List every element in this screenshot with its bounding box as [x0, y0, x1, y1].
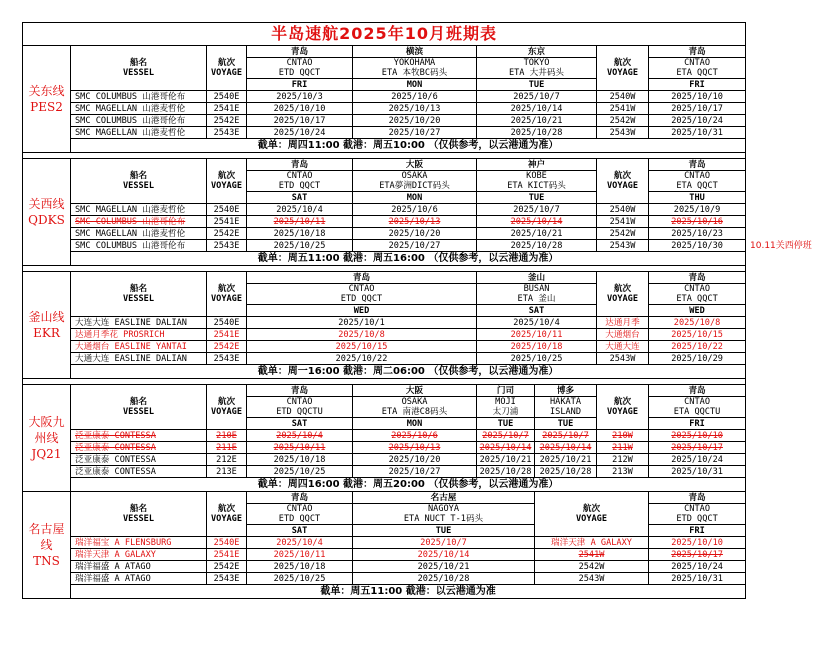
port-code: CNTAO ETD QQCT: [247, 504, 353, 525]
port-code: CNTAO ETA QQCT: [649, 284, 746, 305]
date: 2025/10/28: [353, 573, 535, 585]
date: 2025/10/9: [649, 204, 746, 216]
date: 2025/10/18: [247, 228, 353, 240]
page-title: 半岛速航2025年10月班期表: [23, 23, 746, 46]
return-voyage: 2542W: [597, 115, 649, 127]
vessel-name: 瑞洋福宝 A FLENSBURG: [71, 537, 207, 549]
suspension-note: 10.11关西停班: [750, 241, 812, 251]
return-voyage: 211W: [597, 442, 649, 454]
port-code: CNTAO ETA QQCTU: [649, 397, 746, 418]
port-day: SAT: [247, 418, 353, 430]
port-city: 青岛: [649, 272, 746, 284]
date: 2025/10/25: [247, 466, 353, 478]
port-city: 釜山: [477, 272, 597, 284]
table-row: [23, 317, 746, 329]
voyage: 2543E: [207, 127, 247, 139]
date: 2025/10/10: [247, 103, 353, 115]
vessel-header: 船名 VESSEL: [71, 159, 207, 204]
date: 2025/10/21: [477, 115, 597, 127]
port-day: WED: [247, 305, 477, 317]
vessel-name: SMC MAGELLAN 山港麦哲伦: [71, 228, 207, 240]
date: 2025/10/13: [353, 216, 477, 228]
date: 2025/10/14: [353, 549, 535, 561]
voyage: 2540E: [207, 204, 247, 216]
return-voyage: 瑞洋天津 A GALAXY: [535, 537, 649, 549]
date: 2025/10/20: [353, 228, 477, 240]
date: 2025/10/24: [649, 454, 746, 466]
date: 2025/10/17: [247, 115, 353, 127]
port-code: CNTAO ETA QQCT: [649, 58, 746, 79]
table-row: [23, 329, 746, 341]
port-city: 名古屋: [353, 492, 535, 504]
date: 2025/10/6: [353, 204, 477, 216]
voyage: 213E: [207, 466, 247, 478]
date: 2025/10/24: [649, 115, 746, 127]
table-row: [23, 91, 746, 103]
lane-label: 关东线 PES2: [23, 46, 71, 153]
table-row: [23, 204, 746, 216]
table-row: [23, 466, 746, 478]
vessel-name: 瑞洋天津 A GALAXY: [71, 549, 207, 561]
port-city: 大阪: [353, 385, 477, 397]
date: 2025/10/18: [247, 454, 353, 466]
date: 2025/10/14: [477, 216, 597, 228]
port-code: NAGOYA ETA NUCT T-1码头: [353, 504, 535, 525]
return-voyage: 2541W: [597, 103, 649, 115]
vessel-header: 船名 VESSEL: [71, 492, 207, 537]
vessel-name: 达通月季花 PROSRICH: [71, 329, 207, 341]
date: 2025/10/11: [247, 216, 353, 228]
table-row-cancelled: [23, 442, 746, 454]
voyage-header: 航次 VOYAGE: [207, 272, 247, 317]
lane-label: 名古屋线 TNS: [23, 492, 71, 599]
port-day: SAT: [247, 525, 353, 537]
date: 2025/10/29: [649, 353, 746, 365]
return-voyage: 2543W: [597, 240, 649, 252]
date: 2025/10/4: [247, 537, 353, 549]
return-voyage: 210W: [597, 430, 649, 442]
voyage-header: 航次 VOYAGE: [597, 385, 649, 430]
port-day: WED: [649, 305, 746, 317]
voyage: 2541E: [207, 549, 247, 561]
date: 2025/10/4: [477, 317, 597, 329]
port-day: MON: [353, 79, 477, 91]
port-day: TUE: [477, 79, 597, 91]
port-code: BUSAN ETA 釜山: [477, 284, 597, 305]
cutoff-note: 截单：周五11:00 截港：周五16:00 （仅供参考，以云港通为准）: [71, 252, 746, 266]
vessel-name: 大通大连 EASLINE DALIAN: [71, 353, 207, 365]
date: 2025/10/10: [649, 91, 746, 103]
port-city: 神户: [477, 159, 597, 171]
date: 2025/10/28: [535, 466, 597, 478]
return-voyage: 2540W: [597, 204, 649, 216]
table-row: [23, 127, 746, 139]
port-city: 青岛: [247, 159, 353, 171]
port-city: 门司: [477, 385, 535, 397]
date: 2025/10/22: [649, 341, 746, 353]
date: 2025/10/14: [535, 442, 597, 454]
voyage-header: 航次 VOYAGE: [597, 272, 649, 317]
date: 2025/10/27: [353, 466, 477, 478]
port-day: TUE: [477, 418, 535, 430]
voyage: 2540E: [207, 91, 247, 103]
date: 2025/10/30: [649, 240, 746, 252]
port-day: SAT: [247, 192, 353, 204]
port-code: CNTAO ETD QQCT: [247, 171, 353, 192]
return-voyage: 大通烟台: [597, 329, 649, 341]
date: 2025/10/10: [649, 430, 746, 442]
voyage: 2542E: [207, 341, 247, 353]
voyage: 2540E: [207, 317, 247, 329]
table-row: [23, 537, 746, 549]
port-day: FRI: [649, 525, 746, 537]
date: 2025/10/6: [353, 430, 477, 442]
date: 2025/10/18: [477, 341, 597, 353]
date: 2025/10/11: [477, 329, 597, 341]
port-city: 博多: [535, 385, 597, 397]
date: 2025/10/11: [247, 549, 353, 561]
date: 2025/10/13: [353, 442, 477, 454]
date: 2025/10/27: [353, 240, 477, 252]
port-day: THU: [649, 192, 746, 204]
table-row: [23, 561, 746, 573]
port-code: TOKYO ETA 大井码头: [477, 58, 597, 79]
table-row-cancelled: [23, 216, 746, 228]
vessel-header: 船名 VESSEL: [71, 272, 207, 317]
vessel-name: 泛亚康泰 CONTESSA: [71, 442, 207, 454]
return-voyage: 达通月季: [597, 317, 649, 329]
port-code: CNTAO ETD QQCT: [247, 58, 353, 79]
date: 2025/10/3: [247, 91, 353, 103]
port-city: 青岛: [649, 159, 746, 171]
return-voyage: 212W: [597, 454, 649, 466]
date: 2025/10/20: [353, 115, 477, 127]
voyage-header: 航次 VOYAGE: [207, 46, 247, 91]
port-day: TUE: [535, 418, 597, 430]
return-voyage: 2541W: [597, 216, 649, 228]
table-row: [23, 115, 746, 127]
date: 2025/10/25: [477, 353, 597, 365]
date: 2025/10/15: [247, 341, 477, 353]
table-row: [23, 353, 746, 365]
vessel-name: 大通烟台 EASLINE YANTAI: [71, 341, 207, 353]
vessel-name: SMC COLUMBUS 山港哥伦布: [71, 115, 207, 127]
date: 2025/10/4: [247, 204, 353, 216]
date: 2025/10/11: [247, 442, 353, 454]
date: 2025/10/31: [649, 466, 746, 478]
date: 2025/10/23: [649, 228, 746, 240]
voyage: 211E: [207, 442, 247, 454]
voyage: 2542E: [207, 561, 247, 573]
date: 2025/10/28: [477, 240, 597, 252]
table-row-cancelled: [23, 430, 746, 442]
voyage: 2543E: [207, 573, 247, 585]
date: 2025/10/17: [649, 442, 746, 454]
date: 2025/10/24: [649, 561, 746, 573]
port-code: OSAKA ETA夢洲DICT码头: [353, 171, 477, 192]
port-code: MOJI 太刀浦: [477, 397, 535, 418]
voyage: 2540E: [207, 537, 247, 549]
date: 2025/10/15: [649, 329, 746, 341]
date: 2025/10/20: [353, 454, 477, 466]
date: 2025/10/17: [649, 103, 746, 115]
voyage: 2542E: [207, 228, 247, 240]
port-code: KOBE ETA KICT码头: [477, 171, 597, 192]
date: 2025/10/7: [353, 537, 535, 549]
date: 2025/10/8: [247, 329, 477, 341]
table-row: [23, 103, 746, 115]
date: 2025/10/21: [477, 228, 597, 240]
vessel-header: 船名 VESSEL: [71, 46, 207, 91]
date: 2025/10/24: [247, 127, 353, 139]
port-code: YOKOHAMA ETA 本牧BC码头: [353, 58, 477, 79]
vessel-name: SMC MAGELLAN 山港麦哲伦: [71, 127, 207, 139]
port-code: CNTAO ETD QQCT: [247, 284, 477, 305]
port-day: FRI: [649, 418, 746, 430]
vessel-name: SMC MAGELLAN 山港麦哲伦: [71, 103, 207, 115]
date: 2025/10/13: [353, 103, 477, 115]
vessel-name: 瑞洋福盛 A ATAGO: [71, 573, 207, 585]
date: 2025/10/10: [649, 537, 746, 549]
port-day: MON: [353, 418, 477, 430]
vessel-name: SMC MAGELLAN 山港麦哲伦: [71, 204, 207, 216]
date: 2025/10/25: [247, 240, 353, 252]
date: 2025/10/6: [353, 91, 477, 103]
return-voyage: 2543W: [535, 573, 649, 585]
date: 2025/10/4: [247, 430, 353, 442]
port-city: 青岛: [649, 385, 746, 397]
port-city: 青岛: [247, 272, 477, 284]
schedule-table: [22, 22, 746, 599]
port-day: SAT: [477, 305, 597, 317]
port-code: CNTAO ETD QQCT: [649, 504, 746, 525]
table-row: [23, 549, 746, 561]
port-city: 青岛: [649, 492, 746, 504]
voyage: 2543E: [207, 240, 247, 252]
date: 2025/10/28: [477, 466, 535, 478]
return-voyage: 2543W: [597, 353, 649, 365]
port-city: 青岛: [247, 492, 353, 504]
lane-label: 釜山线 EKR: [23, 272, 71, 379]
date: 2025/10/8: [649, 317, 746, 329]
voyage-header: 航次 VOYAGE: [207, 385, 247, 430]
table-row: [23, 341, 746, 353]
date: 2025/10/21: [477, 454, 535, 466]
date: 2025/10/7: [477, 204, 597, 216]
port-day: FRI: [247, 79, 353, 91]
voyage: 2542E: [207, 115, 247, 127]
return-voyage: 2540W: [597, 91, 649, 103]
voyage-header: 航次 VOYAGE: [535, 492, 649, 537]
port-city: 东京: [477, 46, 597, 58]
voyage-header: 航次 VOYAGE: [207, 492, 247, 537]
port-code: OSAKA ETA 南港C8码头: [353, 397, 477, 418]
voyage: 210E: [207, 430, 247, 442]
port-city: 青岛: [247, 46, 353, 58]
voyage-header: 航次 VOYAGE: [597, 159, 649, 204]
return-voyage: 2542W: [535, 561, 649, 573]
date: 2025/10/28: [477, 127, 597, 139]
date: 2025/10/21: [353, 561, 535, 573]
port-code: CNTAO ETD QQCTU: [247, 397, 353, 418]
return-voyage: 2542W: [597, 228, 649, 240]
date: 2025/10/18: [247, 561, 353, 573]
vessel-name: 瑞洋福盛 A ATAGO: [71, 561, 207, 573]
vessel-name: 大连大连 EASLINE DALIAN: [71, 317, 207, 329]
cutoff-note: 截单：周五11:00 截港：以云港通为准: [71, 585, 746, 599]
date: 2025/10/31: [649, 127, 746, 139]
date: 2025/10/31: [649, 573, 746, 585]
vessel-name: 泛亚康泰 CONTESSA: [71, 466, 207, 478]
return-voyage: 大通大连: [597, 341, 649, 353]
port-city: 青岛: [247, 385, 353, 397]
date: 2025/10/25: [247, 573, 353, 585]
return-voyage: 2541W: [535, 549, 649, 561]
voyage-header: 航次 VOYAGE: [597, 46, 649, 91]
voyage: 2541E: [207, 103, 247, 115]
date: 2025/10/7: [477, 430, 535, 442]
vessel-header: 船名 VESSEL: [71, 385, 207, 430]
date: 2025/10/1: [247, 317, 477, 329]
table-row: [23, 454, 746, 466]
voyage: 2541E: [207, 329, 247, 341]
return-voyage: 2543W: [597, 127, 649, 139]
date: 2025/10/21: [535, 454, 597, 466]
cutoff-note: 截单：周四16:00 截港：周五20:00 （仅供参考，以云港通为准）: [71, 478, 746, 492]
port-code: CNTAO ETA QQCT: [649, 171, 746, 192]
voyage: 212E: [207, 454, 247, 466]
vessel-name: 泛亚康泰 CONTESSA: [71, 454, 207, 466]
port-city: 青岛: [649, 46, 746, 58]
table-row: [23, 228, 746, 240]
vessel-name: 泛亚康泰 CONTESSA: [71, 430, 207, 442]
date: 2025/10/22: [247, 353, 477, 365]
vessel-name: SMC COLUMBUS 山港哥伦布: [71, 240, 207, 252]
return-voyage: 213W: [597, 466, 649, 478]
table-row: [23, 240, 746, 252]
voyage: 2541E: [207, 216, 247, 228]
date: 2025/10/17: [649, 549, 746, 561]
voyage-header: 航次 VOYAGE: [207, 159, 247, 204]
date: 2025/10/7: [535, 430, 597, 442]
voyage: 2543E: [207, 353, 247, 365]
date: 2025/10/7: [477, 91, 597, 103]
date: 2025/10/14: [477, 103, 597, 115]
date: 2025/10/16: [649, 216, 746, 228]
vessel-name: SMC COLUMBUS 山港哥伦布: [71, 91, 207, 103]
lane-label: 关西线 QDKS: [23, 159, 71, 266]
port-day: TUE: [353, 525, 535, 537]
port-city: 横滨: [353, 46, 477, 58]
port-day: TUE: [477, 192, 597, 204]
lane-label: 大阪九州线 JQ21: [23, 385, 71, 492]
date: 2025/10/27: [353, 127, 477, 139]
vessel-name: SMC COLUMBUS 山港哥伦布: [71, 216, 207, 228]
date: 2025/10/14: [477, 442, 535, 454]
port-code: HAKATA ISLAND: [535, 397, 597, 418]
cutoff-note: 截单：周一16:00 截港：周二06:00 （仅供参考，以云港通为准）: [71, 365, 746, 379]
port-day: FRI: [649, 79, 746, 91]
port-day: MON: [353, 192, 477, 204]
table-row: [23, 573, 746, 585]
cutoff-note: 截单：周四11:00 截港：周五10:00 （仅供参考，以云港通为准）: [71, 139, 746, 153]
port-city: 大阪: [353, 159, 477, 171]
